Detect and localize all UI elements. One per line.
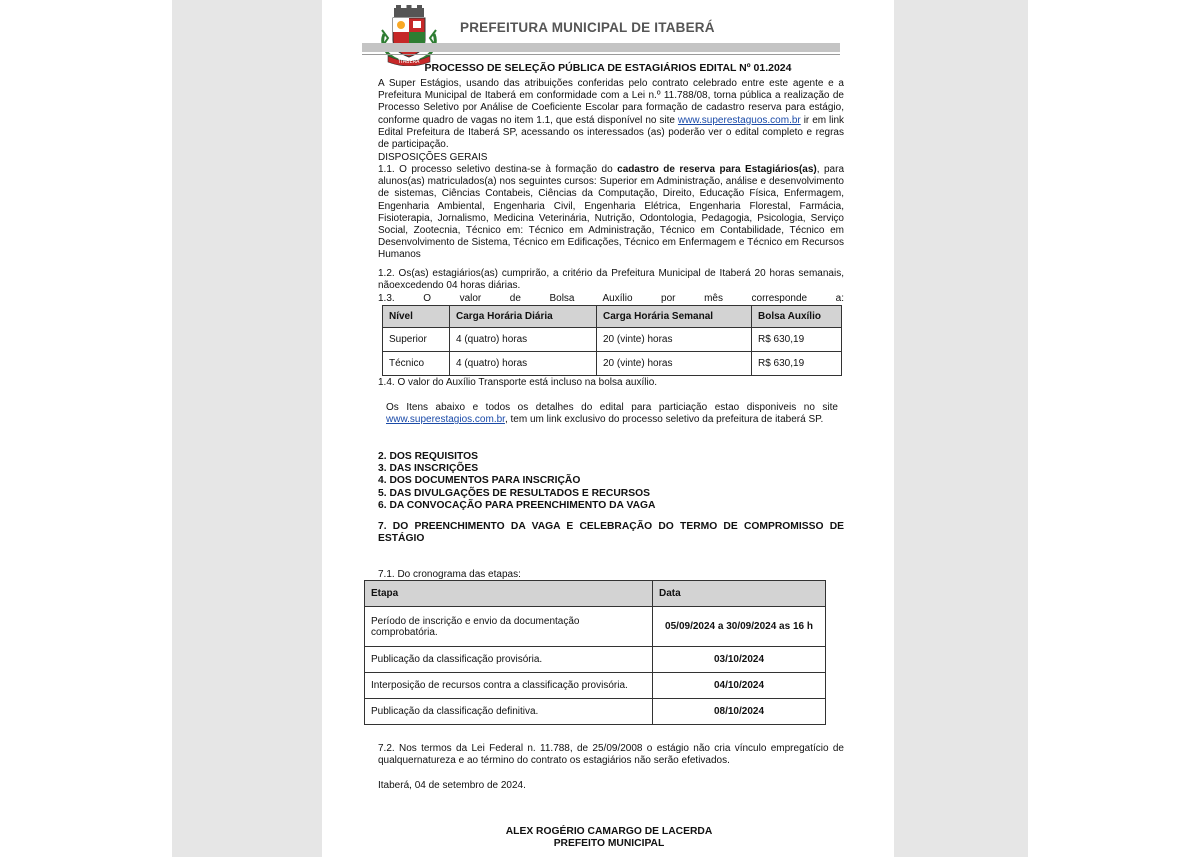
header-divider-thin — [362, 54, 840, 55]
site-link[interactable]: www.superestaguos.com.br — [677, 114, 801, 126]
vacancy-table — [382, 305, 842, 376]
schedule-header-cell: Data — [653, 581, 826, 607]
table-cell: Publicação da classificação definitiva. — [365, 699, 653, 725]
table-cell: 03/10/2024 — [653, 647, 826, 673]
table-cell: Período de inscrição e envio da documentação comprobatória. — [365, 607, 653, 647]
vacancy-header-cell: Carga Horária Diária — [450, 306, 597, 328]
municipal-crest-icon — [378, 4, 440, 66]
section-heading: 4. DOS DOCUMENTOS PARA INSCRIÇÃO — [378, 475, 581, 486]
section-heading: 5. DAS DIVULGAÇÕES DE RESULTADOS E RECURSOS — [378, 488, 650, 499]
table-cell: 04/10/2024 — [653, 673, 826, 699]
table-row — [383, 352, 842, 376]
intro-text-after: ir em link Edital Prefeitura de Itaberá SP, acessando os interessados (as) poderão ver o edital completo e regras de participação. — [378, 114, 845, 151]
item-7-2: 7.2. Nos termos da Lei Federal n. 11.788, de 25/09/2008 o estágio não cria vínculo empregatício de qualquernatureza e ao término do contrato os estagiários não serão efetivados. — [378, 743, 844, 767]
intro-paragraph — [378, 78, 844, 151]
item-1-1-lead: 1.1. O processo seletivo destina-se à formação do — [378, 164, 613, 175]
item-7-1: 7.1. Do cronograma das etapas: — [378, 569, 521, 580]
intro-text: A Super Estágios, usando das atribuições conferidas pelo contrato celebrado entre este agente e a Prefeitura Municipal de Itaberá em conformidade com a Lei n.º 11.788/08, torna pública a realização de Processo Seletivo por Análise de Coeficiente Escolar para formação de cadastro reserva para estágio, conforme quadro de vagas no item 1.1, que está disponível no site — [378, 78, 844, 126]
general-heading: DISPOSIÇÕES GERAIS — [378, 152, 488, 163]
item-1-4: 1.4. O valor do Auxílio Transporte está incluso na bolsa auxílio. — [378, 377, 658, 388]
item-1-1-rest: , para alunos(as) matriculados(a) nos seguintes cursos: Superior em Administração, análise e desenvolvimento de sistemas, Ciências Contabeis, Ciências da Computação, Direito, Educação Física, Enfermagem, Engenharia Ambiental, Engenharia Civil, Engenharia Elétrica, Engenharia Florestal, Farmácia, Fisioterapia, Jornalismo, Medicina Veterinária, Nutrição, Odontologia, Pedagogia, Psicologia, Serviço Social, Zootecnia, Técnico em: Técnico em Administração, Técnico em Contabilidade, Técnico em Desenvolvimento de Sistema, Técnico em Edificações, Técnico em Enfermagem e Técnico em Recursos Humanos — [378, 164, 845, 261]
signature-name: ALEX ROGÉRIO CAMARGO DE LACERDA — [505, 826, 713, 837]
table-row — [383, 328, 842, 352]
document-title: PROCESSO DE SELEÇÃO PÚBLICA DE ESTAGIÁRIOS EDITAL Nº 01.2024 — [424, 62, 792, 74]
items-note-text-after: , tem um link exclusivo do processo seletivo da prefeitura de itaberá SP. — [504, 414, 824, 426]
table-row — [365, 699, 826, 725]
header-divider — [362, 43, 840, 52]
table-cell: 05/09/2024 a 30/09/2024 as 16 h — [653, 607, 826, 647]
site-link-2[interactable]: www.superestagios.com.br — [386, 414, 505, 426]
vacancy-table-header — [383, 306, 842, 328]
table-cell: 20 (vinte) horas — [597, 352, 752, 376]
section-heading: 2. DOS REQUISITOS — [378, 451, 478, 462]
schedule-table-header — [365, 581, 826, 607]
vacancy-header-cell: Bolsa Auxílio — [752, 306, 842, 328]
table-row — [365, 607, 826, 647]
org-name: PREFEITURA MUNICIPAL DE ITABERÁ — [460, 20, 715, 35]
table-row — [365, 647, 826, 673]
table-cell: 08/10/2024 — [653, 699, 826, 725]
table-cell: 4 (quatro) horas — [450, 352, 597, 376]
table-row — [365, 673, 826, 699]
section-7-heading: 7. DO PREENCHIMENTO DA VAGA E CELEBRAÇÃO DO TERMO DE COMPROMISSO DE ESTÁGIO — [378, 521, 844, 545]
table-cell: Técnico — [383, 352, 450, 376]
signature-role: PREFEITO MUNICIPAL — [553, 838, 665, 849]
vacancy-header-cell: Carga Horária Semanal — [597, 306, 752, 328]
table-cell: 4 (quatro) horas — [450, 328, 597, 352]
right-margin — [1028, 0, 1200, 857]
items-note-text: Os Itens abaixo e todos os detalhes do edital para particiação estao disponiveis no site — [386, 402, 838, 413]
section-heading: 6. DA CONVOCAÇÃO PARA PREENCHIMENTO DA VAGA — [378, 500, 656, 511]
table-cell: R$ 630,19 — [752, 328, 842, 352]
item-1-2: 1.2. Os(as) estagiários(as) cumprirão, a critério da Prefeitura Municipal de Itaberá 20 horas semanais, nãoexcedendo 04 horas diárias. — [378, 268, 844, 292]
table-cell: Superior — [383, 328, 450, 352]
table-cell: 20 (vinte) horas — [597, 328, 752, 352]
table-cell: Interposição de recursos contra a classificação provisória. — [365, 673, 653, 699]
document-page — [322, 0, 894, 857]
vacancy-header-cell: Nível — [383, 306, 450, 328]
items-note — [386, 402, 838, 426]
left-margin — [0, 0, 172, 857]
crest-caption: ITABERÁ — [398, 59, 420, 65]
place-date: Itaberá, 04 de setembro de 2024. — [378, 780, 526, 791]
schedule-header-cell: Etapa — [365, 581, 653, 607]
table-cell: R$ 630,19 — [752, 352, 842, 376]
section-heading: 3. DAS INSCRIÇÕES — [378, 463, 479, 474]
schedule-table — [364, 580, 826, 725]
table-cell: Publicação da classificação provisória. — [365, 647, 653, 673]
item-1-3: 1.3. O valor de Bolsa Auxílio por mês corresponde a: — [378, 293, 844, 304]
item-1-1 — [378, 164, 844, 262]
item-1-1-bold: cadastro de reserva para Estagiários(as) — [617, 164, 817, 175]
